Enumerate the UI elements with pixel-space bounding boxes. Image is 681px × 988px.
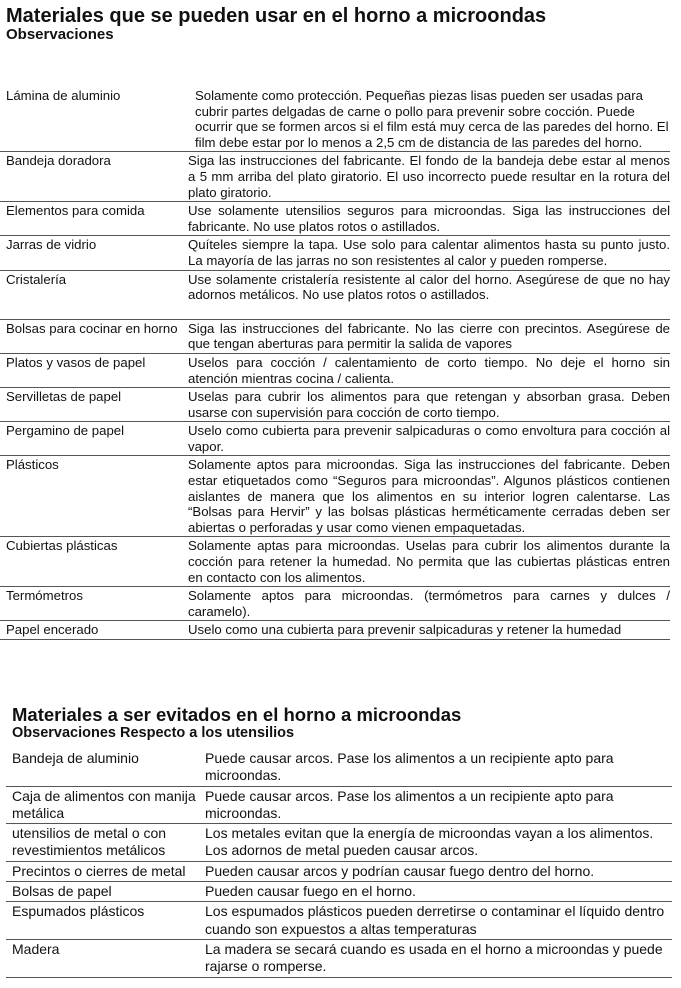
table-row (0, 587, 670, 621)
material-label: Plásticos (6, 457, 59, 473)
table-row (0, 354, 670, 388)
material-observation: Use solamente cristalería resistente al calor del horno. Asegúrese de que no hay adornos metálicos. No use platos rotos o astillados. (188, 271, 670, 303)
table-row (0, 87, 670, 152)
section-title: Materiales que se pueden usar en el horno a microondas (6, 5, 547, 27)
material-label: utensilios de metal o con revestimientos metálicos (12, 825, 167, 859)
material-observation: Los metales evitan que la energía de microondas vayan a los alimentos. Los adornos de metal pueden causar arcos. (205, 825, 654, 859)
table-row (0, 621, 670, 640)
table-row (0, 388, 670, 422)
material-observation: Uselo como una cubierta para prevenir salpicaduras y retener la humedad (188, 622, 622, 638)
material-label: Pergamino de papel (6, 423, 125, 439)
material-label: Servilletas de papel (6, 389, 122, 405)
material-observation: Uselo como cubierta para prevenir salpicaduras o como envoltura para cocción al vapor. (188, 423, 670, 454)
table-row (6, 749, 672, 787)
material-observation: Pueden causar fuego en el horno. (205, 883, 416, 900)
section-subtitle: Observaciones Respecto a los utensilios (12, 725, 295, 741)
table-row (0, 456, 670, 537)
material-observation: Puede causar arcos. Pase los alimentos a un recipiente apto para microondas. (205, 787, 614, 821)
material-label: Bandeja de aluminio (12, 750, 139, 766)
material-observation: Pueden causar arcos y podrían causar fuego dentro del horno. (205, 862, 595, 879)
table-row (0, 202, 670, 236)
avoided-materials-table (6, 749, 672, 978)
table-row (6, 902, 672, 940)
material-label: Bandeja doradora (6, 153, 111, 169)
material-observation: Uselas para cubrir los alimentos para que retengan y absorban grasa. Deben usarse con supervisión para cocción de corto tiempo. (188, 389, 670, 420)
material-observation: Solamente aptas para microondas. Uselas para cubrir los alimentos durante la cocción para retener la humedad. No permita que las cubiertas plásticas entren en contacto con los alimentos. (188, 538, 670, 585)
material-observation: La madera se secará cuando es usada en el horno a microondas y puede rajarse o romperse. (205, 940, 663, 975)
material-label: Madera (12, 940, 60, 957)
table-row (6, 940, 672, 978)
material-observation: Siga las instrucciones del fabricante. No las cierre con precintos. Asegúrese de que tengan aberturas para permitir la salida de vapores (188, 320, 670, 352)
material-label: Cubiertas plásticas (6, 538, 118, 554)
table-row (6, 824, 672, 862)
material-label: Papel encerado (6, 622, 99, 638)
table-row (6, 882, 672, 902)
table-row (6, 787, 672, 825)
material-observation: Solamente aptos para microondas. (termómetros para carnes y dulces / caramelo). (188, 588, 670, 619)
material-label: Bolsas para cocinar en horno (6, 320, 178, 336)
material-observation: Siga las instrucciones del fabricante. El fondo de la bandeja debe estar al menos a 5 mm arriba del plato giratorio. El uso incorrecto puede resultar en la rotura del plato giratorio. (188, 153, 670, 200)
material-observation: Uselos para cocción / calentamiento de corto tiempo. No deje el horno sin atención mientras cocina / calienta. (188, 354, 670, 386)
table-row (0, 537, 670, 587)
material-label: Precintos o cierres de metal (12, 862, 186, 879)
material-observation: Puede causar arcos. Pase los alimentos a un recipiente apto para microondas. (205, 750, 614, 784)
material-observation: Los espumados plásticos pueden derretirse o contaminar el líquido dentro cuando son expuestos a altas temperaturas (205, 903, 665, 937)
material-observation: Solamente como protección. Pequeñas piezas lisas pueden ser usadas para cubrir partes delgadas de carne o pollo para prevenir sobre cocción. Puede ocurrir que se formen arcos si el film está muy cerca de las paredes del horno. El film debe estar por lo menos a 2,5 cm de distancia de las paredes del horno. (195, 88, 669, 150)
usable-materials-table (0, 87, 670, 640)
material-observation: Solamente aptos para microondas. Siga las instrucciones del fabricante. Deben estar etiquetados como “Seguros para microondas”. Algunos plásticos contienen aislantes de manera que los alimentos en su interior logren calentarse. Las “Bolsas para Hervir” y las bolsas plásticas herméticamente cerradas deben ser abiertas o perforadas y usar como vienen empaquetadas. (188, 457, 670, 535)
material-label: Termómetros (6, 588, 83, 604)
material-label: Elementos para comida (6, 203, 145, 219)
material-label: Platos y vasos de papel (6, 354, 146, 370)
material-observation: Use solamente utensilios seguros para microondas. Siga las instrucciones del fabricante. No use platos rotos o astillados. (188, 203, 670, 234)
table-row (0, 236, 670, 270)
section-title: Materiales a ser evitados en el horno a microondas (12, 704, 462, 725)
table-row (0, 152, 670, 202)
material-label: Cristalería (6, 271, 67, 287)
section-subtitle: Observaciones (6, 26, 114, 43)
material-label: Espumados plásticos (12, 903, 145, 920)
table-row (0, 320, 670, 354)
table-row (0, 271, 670, 320)
material-label: Bolsas de papel (12, 883, 112, 900)
material-label: Lámina de aluminio (6, 88, 121, 103)
material-label: Caja de alimentos con manija metálica (12, 787, 196, 821)
table-row (6, 862, 672, 882)
table-row (0, 422, 670, 456)
material-observation: Quíteles siempre la tapa. Use solo para calentar alimentos hasta su punto justo. La mayoría de las jarras no son resistentes al calor y pueden romperse. (188, 237, 670, 268)
material-label: Jarras de vidrio (6, 237, 97, 253)
